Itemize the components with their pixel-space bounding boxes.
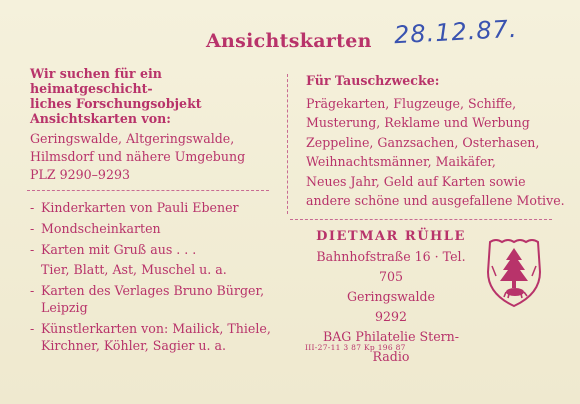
intro-line: liches Forschungsobjekt: [30, 96, 202, 111]
list-item-text: Karten mit Gruß aus . . .: [41, 242, 197, 257]
sender-name: DIETMAR RÜHLE: [316, 229, 466, 244]
right-horizontal-divider: [290, 219, 552, 220]
list-item: [30, 220, 280, 237]
list-dash: -: [30, 221, 35, 236]
list-item-text: Kirchner, Köhler, Sagier u. a.: [41, 338, 227, 353]
list-dash: -: [30, 321, 35, 336]
list-item-text: Künstlerkarten von: Mailick, Thiele,: [41, 321, 271, 336]
sender-city: Geringswalde: [346, 289, 436, 304]
sender-club: BAG Philatelie Stern-Radio: [322, 329, 460, 364]
list-item: [30, 199, 280, 216]
search-request: [30, 66, 280, 184]
category-list: [30, 199, 280, 358]
handwritten-date: 28.12.87.: [393, 14, 519, 50]
print-code: III-27-11 3 87 Kp 196 87: [305, 343, 406, 352]
list-item-text: Leipzig: [41, 300, 88, 315]
vertical-divider: [287, 74, 288, 214]
list-item-subline: Tier, Blatt, Ast, Muschel u. a.: [41, 262, 227, 277]
exchange-line: andere schöne und ausgefallene Motive.: [306, 193, 565, 209]
exchange-section: [306, 72, 566, 210]
list-item: [30, 241, 280, 258]
postcode-range: PLZ 9290–9293: [30, 167, 130, 182]
intro-line: Ansichtskarten von:: [30, 111, 171, 126]
places-line: Geringswalde, Altgeringswalde,: [30, 131, 235, 146]
list-dash: -: [30, 283, 35, 298]
sender-street: Bahnhofstraße 16 · Tel. 705: [316, 249, 466, 284]
intro-line: Wir suchen für ein heimatgeschicht-: [30, 66, 162, 96]
list-dash: -: [30, 200, 35, 215]
list-item-text: Karten des Verlages Bruno Bürger,: [41, 283, 265, 298]
search-intro: [30, 66, 280, 126]
exchange-line: Musterung, Reklame und Werbung: [306, 115, 530, 131]
list-item: [30, 282, 280, 316]
sender-postcode: 9292: [374, 309, 408, 324]
list-item-text: Kinderkarten von Pauli Ebener: [41, 200, 239, 215]
exchange-line: Weihnachtsmänner, Maikäfer,: [306, 154, 496, 170]
coat-of-arms-tree-icon: [482, 236, 546, 310]
left-horizontal-divider: [27, 190, 269, 191]
exchange-heading: Für Tauschzwecke:: [306, 73, 440, 88]
places-line: Hilmsdorf und nähere Umgebung: [30, 149, 246, 164]
exchange-line: Zeppeline, Ganzsachen, Osterhasen,: [306, 134, 540, 150]
card-title: Ansichtskarten: [206, 30, 372, 52]
exchange-line: Neues Jahr, Geld auf Karten sowie: [306, 173, 526, 189]
list-item-text: Mondscheinkarten: [41, 221, 161, 236]
list-item: [30, 320, 280, 354]
exchange-line: Prägekarten, Flugzeuge, Schiffe,: [306, 96, 517, 111]
list-dash: -: [30, 242, 35, 257]
